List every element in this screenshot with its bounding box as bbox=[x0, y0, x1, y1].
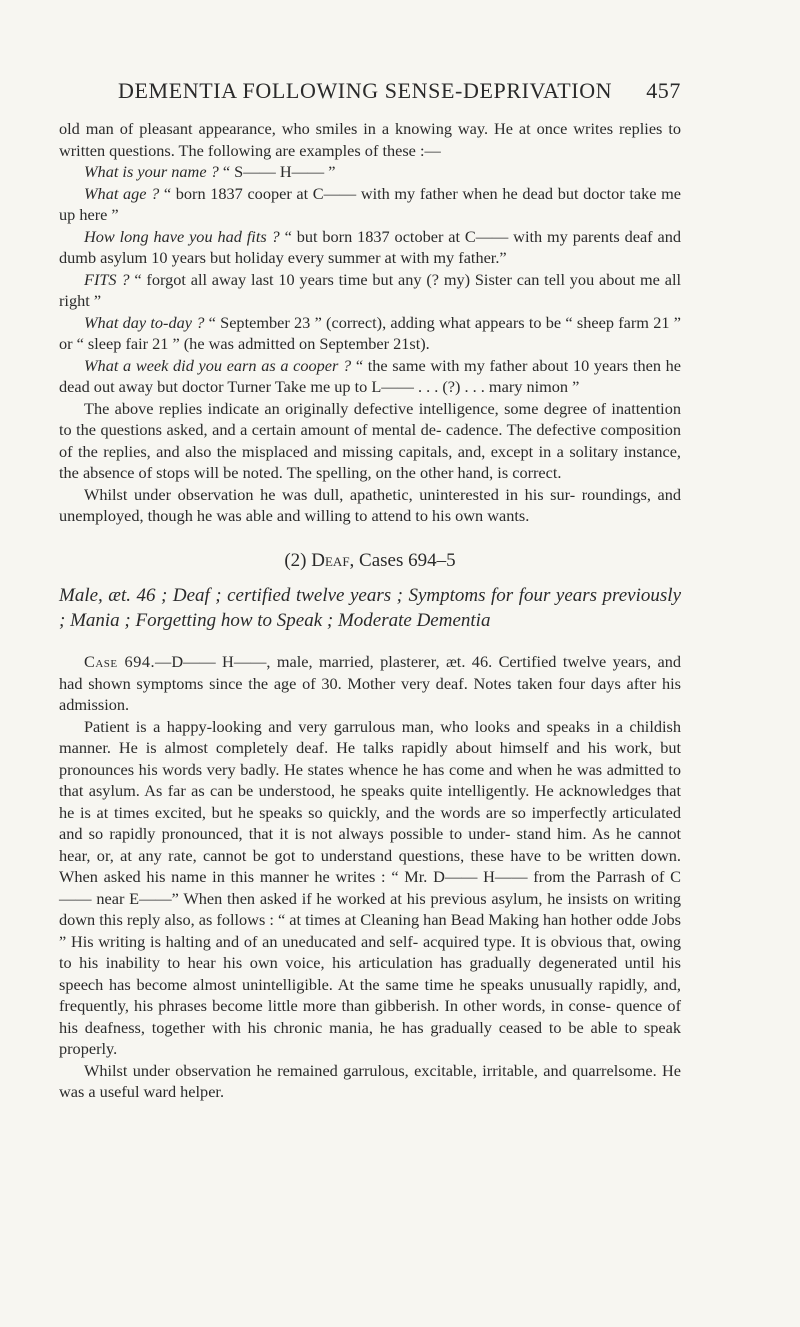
answer: “ S—— H—— ” bbox=[222, 162, 336, 181]
qa-item bbox=[59, 269, 681, 312]
qa-item bbox=[59, 183, 681, 226]
case-paragraph bbox=[59, 651, 681, 716]
paragraph: Whilst under observation he remained garrulous, excitable, irritable, and quarrelsome. He was a useful ward helper. bbox=[59, 1060, 681, 1101]
answer: “ the same with my father about 10 years then he dead out away but doctor Turner Take me up to L—— . . . (?) . . . mary nimon ” bbox=[59, 355, 681, 396]
section-number: (2) bbox=[284, 549, 307, 571]
running-header bbox=[118, 78, 681, 104]
qa-item bbox=[59, 312, 681, 355]
paragraph: old man of pleasant appearance, who smiles in a knowing way. He at once writes replies to written questions. The following are examples of these :— bbox=[59, 119, 681, 160]
paragraph: The above replies indicate an originally defective intelligence, some degree of inattention to the questions asked, and a certain amount of mental de- cadence. The defective composition of the replies, and also the misplaced and missing capitals, and, except in a solitary instance, the absence of stops will be noted. The spelling, on the other hand, is correct. bbox=[59, 398, 681, 482]
question: FITS ? bbox=[84, 269, 130, 289]
qa-item bbox=[59, 161, 681, 183]
running-title: DEMENTIA FOLLOWING SENSE-DEPRIVATION bbox=[118, 78, 613, 103]
answer: “ September 23 ” (correct), adding what appears to be “ sheep farm 21 ” or “ sleep fair 21 ” (he was admitted on September 21st). bbox=[59, 312, 681, 353]
section-heading bbox=[59, 550, 681, 572]
qa-item bbox=[59, 355, 681, 398]
case-text: —D—— H——, male, married, plasterer, æt. 46. Certified twelve years, and had shown symptoms since the age of 30. Mother very deaf. Notes taken four days after his admission. bbox=[59, 652, 681, 714]
section-title-smallcaps: Deaf bbox=[311, 549, 350, 571]
question: What is your name ? bbox=[84, 162, 219, 181]
answer: “ born 1837 cooper at C—— with my father when he dead but doctor take me up here ” bbox=[59, 183, 681, 224]
paragraph: Whilst under observation he was dull, apathetic, uninterested in his sur- roundings, and unemployed, though he was able and willing to attend to his own wants. bbox=[59, 484, 681, 525]
question: What a week did you earn as a cooper ? bbox=[84, 355, 352, 375]
page-body bbox=[59, 118, 681, 1103]
qa-item bbox=[59, 226, 681, 269]
answer: “ but born 1837 october at C—— with my parents deaf and dumb asylum 10 years but holiday every summer at with my father.” bbox=[59, 226, 681, 267]
question: How long have you had fits ? bbox=[84, 226, 280, 246]
question: What day to-day ? bbox=[84, 312, 205, 332]
section-title-rest: , Cases 694–5 bbox=[349, 549, 456, 571]
page-number: 457 bbox=[646, 78, 681, 103]
case-subtitle: Male, æt. 46 ; Deaf ; certified twelve years ; Symptoms for four years previously ; Mania ; Forgetting how to Speak ; Moderate Dementia bbox=[59, 585, 681, 631]
answer: “ forgot all away last 10 years time but any (? my) Sister can tell you about me all right ” bbox=[59, 269, 681, 310]
question: What age ? bbox=[84, 183, 160, 203]
case-label: Case 694. bbox=[84, 652, 156, 671]
paragraph: Patient is a happy-looking and very garrulous man, who looks and speaks in a childish manner. He is almost completely deaf. He talks rapidly about himself and his work, but pronounces his words very badly. He states whence he has come and when he was admitted to that asylum. As far as can be understood, he speaks quite intelligently. He acknowledges that he is at times excited, but he speaks so quickly, and the words are so imperfectly articulated and so rapidly pronounced, that it is not always possible to under- stand him. As he cannot hear, or, at any rate, cannot be got to understand questions, these have to be written down. When asked his name in this manner he writes : “ Mr. D—— H—— from the Parrash of C—— near E——” When then asked if he worked at his previous asylum, he insists on writing down this reply also, as follows : “ at times at Cleaning han Bead Making han hother odde Jobs ” His writing is halting and of an uneducated and self- acquired type. It is obvious that, owing to his inability to hear his own voice, his articulation has gradually degenerated until his speech has become almost unintelligible. At the same time he speaks unusually rapidly, and, frequently, his phrases become little more than gibberish. In other words, in conse- quence of his deafness, together with his chronic mania, he has gradually ceased to be able to speak properly. bbox=[59, 716, 681, 1058]
